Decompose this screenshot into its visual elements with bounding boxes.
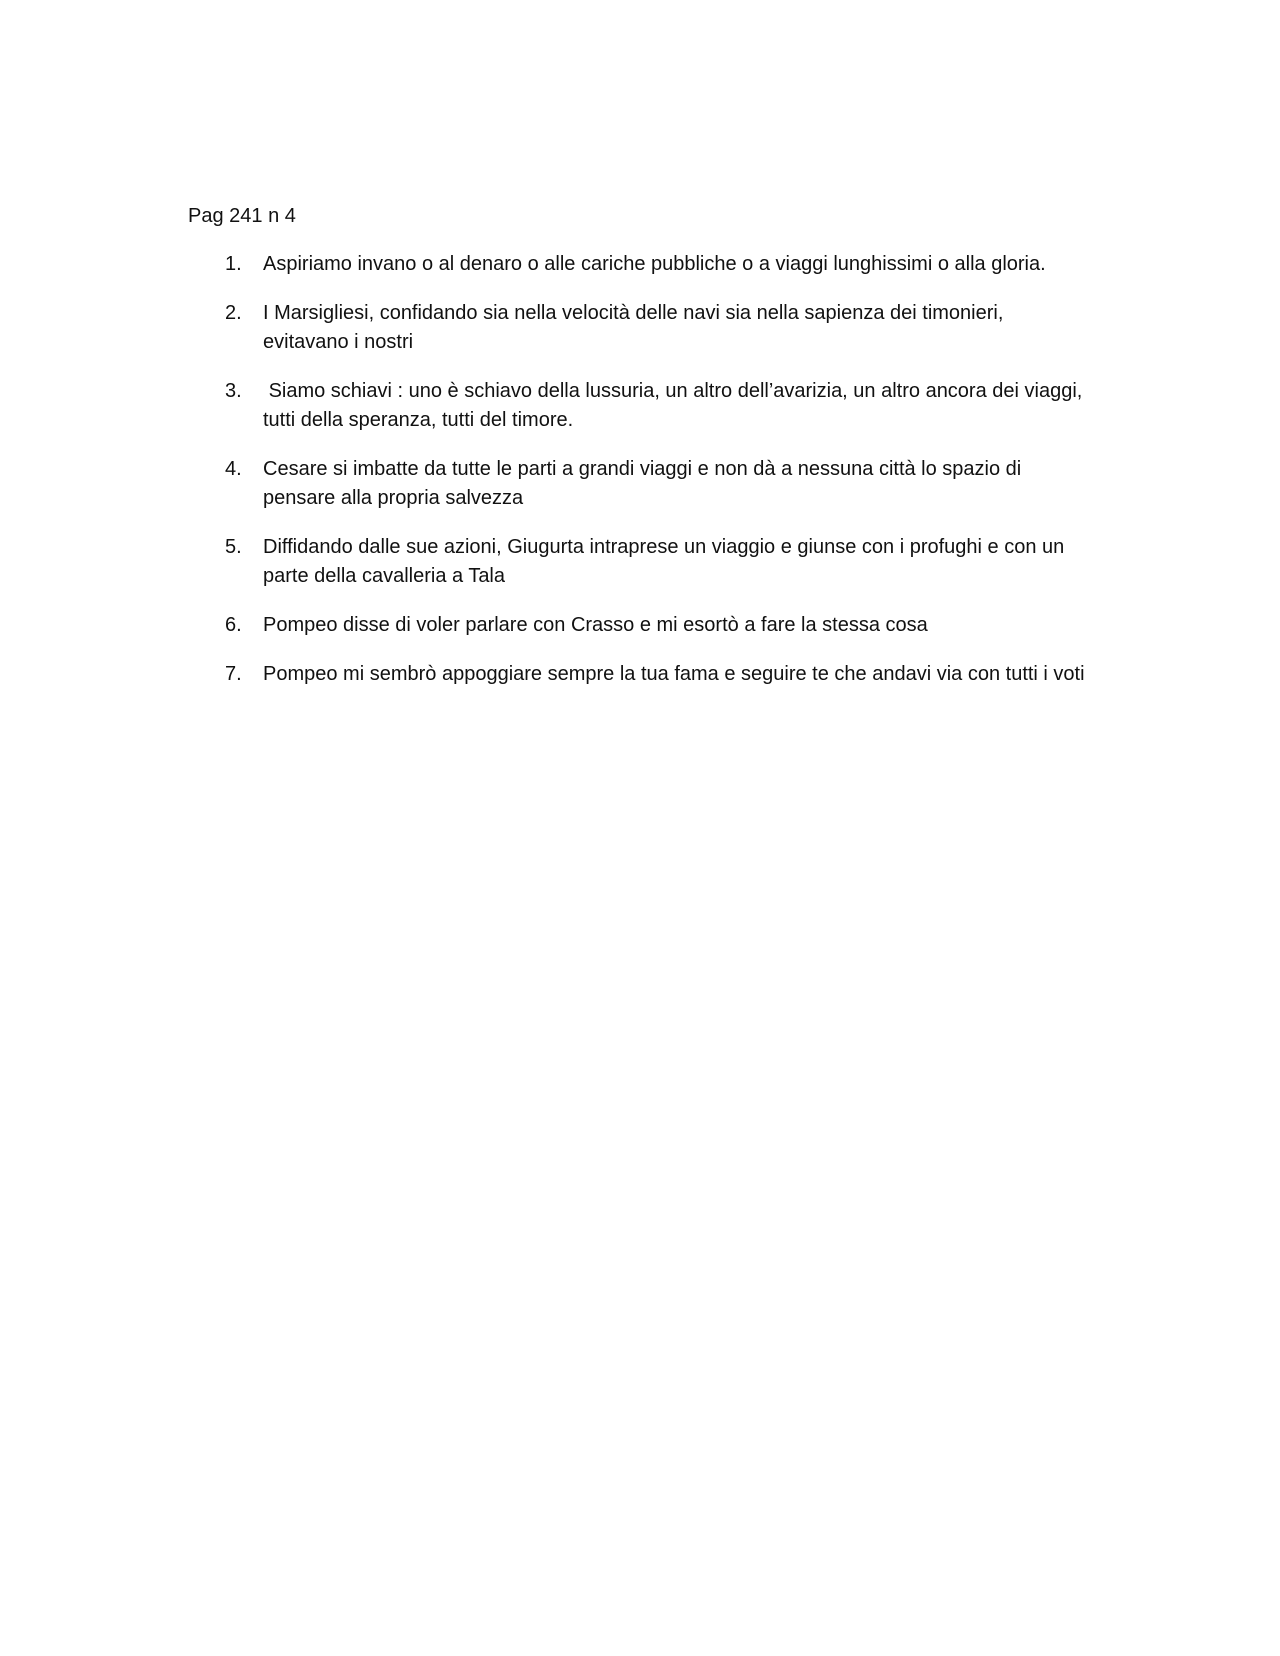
item-text: Pompeo mi sembrò appoggiare sempre la tua fama e seguire te che andavi via con tutti i voti bbox=[263, 663, 1085, 685]
item-number: 4. bbox=[225, 458, 242, 480]
item-text: Siamo schiavi : uno è schiavo della lussuria, un altro dell’avarizia, un altro ancora dei viaggi, tutti della speranza, tutti del timore. bbox=[263, 380, 1088, 431]
item-number: 7. bbox=[225, 663, 242, 685]
item-text: I Marsigliesi, confidando sia nella velocità delle navi sia nella sapienza dei timonieri, evitavano i nostri bbox=[263, 302, 1009, 353]
item-text: Pompeo disse di voler parlare con Crasso e mi esortò a fare la stessa cosa bbox=[263, 614, 928, 636]
item-text: Diffidando dalle sue azioni, Giugurta intraprese un viaggio e giunse con i profughi e con un parte della cavalleria a Tala bbox=[263, 536, 1070, 587]
item-number: 6. bbox=[225, 614, 242, 636]
item-text: Aspiriamo invano o al denaro o alle cariche pubbliche o a viaggi lunghissimi o alla gloria. bbox=[263, 253, 1046, 275]
exercise-list bbox=[188, 250, 1088, 709]
item-number: 2. bbox=[225, 302, 242, 324]
list-item bbox=[188, 377, 1088, 435]
list-item bbox=[188, 299, 1088, 357]
list-item bbox=[188, 533, 1088, 591]
list-item bbox=[188, 250, 1088, 279]
item-number: 1. bbox=[225, 253, 242, 275]
item-number: 3. bbox=[225, 380, 242, 402]
page-heading: Pag 241 n 4 bbox=[188, 205, 296, 227]
list-item bbox=[188, 611, 1088, 640]
list-item bbox=[188, 660, 1088, 689]
list-item bbox=[188, 455, 1088, 513]
item-text: Cesare si imbatte da tutte le parti a grandi viaggi e non dà a nessuna città lo spazio di pensare alla propria salvezza bbox=[263, 458, 1027, 509]
item-number: 5. bbox=[225, 536, 242, 558]
